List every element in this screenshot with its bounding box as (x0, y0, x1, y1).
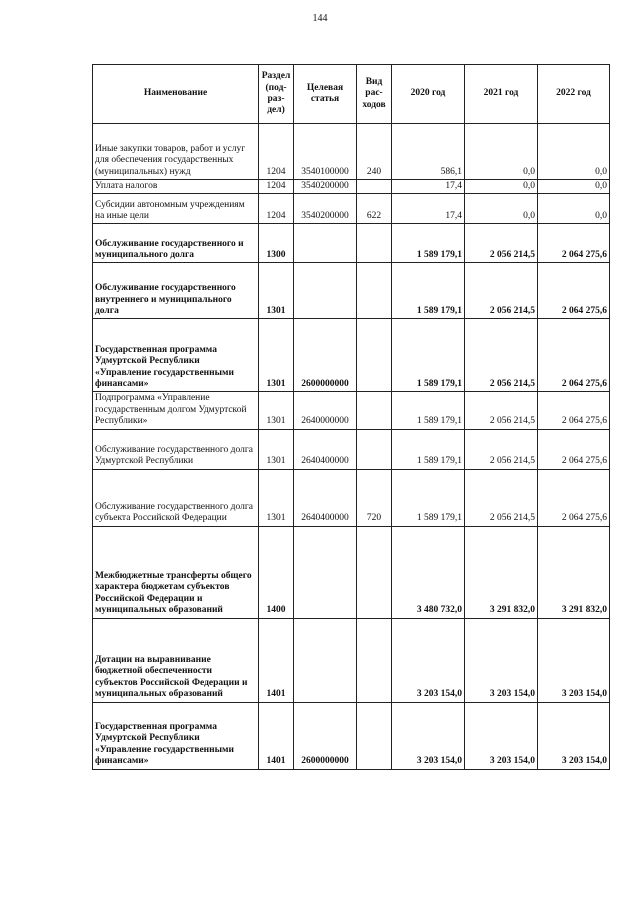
row-name: Иные закупки товаров, работ и услуг для обеспечения государственных (муниципальных) нужд (93, 124, 259, 180)
row-2022: 2 064 275,6 (538, 319, 610, 392)
row-name: Обслуживание государственного долга Удмуртской Республики (93, 429, 259, 469)
row-name: Обслуживание государственного долга субъекта Российской Федерации (93, 469, 259, 526)
row-section: 1300 (259, 224, 294, 263)
table-row (93, 429, 610, 469)
row-name: Подпрограмма «Управление государственным долгом Удмуртской Республики» (93, 392, 259, 429)
row-target: 2600000000 (294, 702, 357, 769)
row-section: 1301 (259, 319, 294, 392)
row-2022: 2 064 275,6 (538, 429, 610, 469)
row-2022: 2 064 275,6 (538, 263, 610, 319)
table-row (93, 180, 610, 194)
row-2020: 3 480 732,0 (392, 526, 465, 618)
row-2022: 2 064 275,6 (538, 224, 610, 263)
row-2022: 0,0 (538, 194, 610, 224)
row-2021: 2 056 214,5 (465, 392, 538, 429)
row-expense (357, 392, 392, 429)
row-name: Межбюджетные трансферты общего характера бюджетам субъектов Российской Федерации и муниципальных образований (93, 526, 259, 618)
row-expense (357, 224, 392, 263)
row-expense: 622 (357, 194, 392, 224)
row-expense: 240 (357, 124, 392, 180)
row-2022: 0,0 (538, 180, 610, 194)
header-2020: 2020 год (392, 65, 465, 124)
table-body (93, 124, 610, 770)
row-target (294, 263, 357, 319)
row-target: 2600000000 (294, 319, 357, 392)
row-2021: 3 203 154,0 (465, 702, 538, 769)
header-2021: 2021 год (465, 65, 538, 124)
header-section: Раздел (под- раз- дел) (259, 65, 294, 124)
row-2020: 3 203 154,0 (392, 702, 465, 769)
row-name: Обслуживание государственного внутреннего и муниципального долга (93, 263, 259, 319)
row-section: 1204 (259, 124, 294, 180)
row-2022: 2 064 275,6 (538, 469, 610, 526)
row-target: 3540200000 (294, 194, 357, 224)
header-target: Целевая статья (294, 65, 357, 124)
row-2021: 3 291 832,0 (465, 526, 538, 618)
header-name: Наименование (93, 65, 259, 124)
row-expense (357, 526, 392, 618)
row-2021: 3 203 154,0 (465, 618, 538, 702)
row-target: 2640000000 (294, 392, 357, 429)
table-row (93, 526, 610, 618)
row-name: Обслуживание государственного и муниципального долга (93, 224, 259, 263)
row-2020: 3 203 154,0 (392, 618, 465, 702)
row-2020: 1 589 179,1 (392, 319, 465, 392)
table-row (93, 469, 610, 526)
row-expense (357, 618, 392, 702)
row-target: 2640400000 (294, 469, 357, 526)
row-2020: 1 589 179,1 (392, 429, 465, 469)
header-expense: Вид рас- ходов (357, 65, 392, 124)
row-2020: 17,4 (392, 180, 465, 194)
row-2022: 0,0 (538, 124, 610, 180)
row-section: 1401 (259, 618, 294, 702)
row-section: 1301 (259, 263, 294, 319)
row-2021: 2 056 214,5 (465, 263, 538, 319)
row-2021: 0,0 (465, 180, 538, 194)
row-section: 1301 (259, 392, 294, 429)
row-2020: 17,4 (392, 194, 465, 224)
table-row (93, 194, 610, 224)
row-2020: 1 589 179,1 (392, 224, 465, 263)
table-row (93, 124, 610, 180)
row-expense (357, 702, 392, 769)
row-2021: 0,0 (465, 124, 538, 180)
row-2022: 3 203 154,0 (538, 618, 610, 702)
row-expense (357, 180, 392, 194)
row-expense (357, 429, 392, 469)
row-name: Государственная программа Удмуртской Республики «Управление государственными финансами» (93, 702, 259, 769)
row-name: Субсидии автономным учреждениям на иные цели (93, 194, 259, 224)
row-2020: 1 589 179,1 (392, 392, 465, 429)
table-row (93, 702, 610, 769)
row-expense: 720 (357, 469, 392, 526)
table-row (93, 618, 610, 702)
row-2020: 586,1 (392, 124, 465, 180)
budget-table (92, 64, 610, 770)
row-section: 1204 (259, 194, 294, 224)
row-target (294, 618, 357, 702)
row-name: Государственная программа Удмуртской Республики «Управление государственными финансами» (93, 319, 259, 392)
table-row (93, 392, 610, 429)
row-section: 1400 (259, 526, 294, 618)
row-2021: 2 056 214,5 (465, 469, 538, 526)
row-2022: 2 064 275,6 (538, 392, 610, 429)
row-name: Уплата налогов (93, 180, 259, 194)
row-2021: 2 056 214,5 (465, 224, 538, 263)
row-target: 3540100000 (294, 124, 357, 180)
row-2020: 1 589 179,1 (392, 469, 465, 526)
row-target (294, 526, 357, 618)
table-row (93, 224, 610, 263)
page-number: 144 (312, 13, 328, 24)
row-expense (357, 319, 392, 392)
header-2022: 2022 год (538, 65, 610, 124)
row-expense (357, 263, 392, 319)
row-target: 2640400000 (294, 429, 357, 469)
row-2021: 2 056 214,5 (465, 319, 538, 392)
row-target: 3540200000 (294, 180, 357, 194)
table-row (93, 319, 610, 392)
row-2021: 2 056 214,5 (465, 429, 538, 469)
row-section: 1301 (259, 469, 294, 526)
row-name: Дотации на выравнивание бюджетной обеспеченности субъектов Российской Федерации и муниципальных образований (93, 618, 259, 702)
row-section: 1301 (259, 429, 294, 469)
row-2020: 1 589 179,1 (392, 263, 465, 319)
table-row (93, 263, 610, 319)
row-2022: 3 291 832,0 (538, 526, 610, 618)
row-section: 1401 (259, 702, 294, 769)
row-target (294, 224, 357, 263)
row-section: 1204 (259, 180, 294, 194)
row-2021: 0,0 (465, 194, 538, 224)
header-row (93, 65, 610, 124)
row-2022: 3 203 154,0 (538, 702, 610, 769)
